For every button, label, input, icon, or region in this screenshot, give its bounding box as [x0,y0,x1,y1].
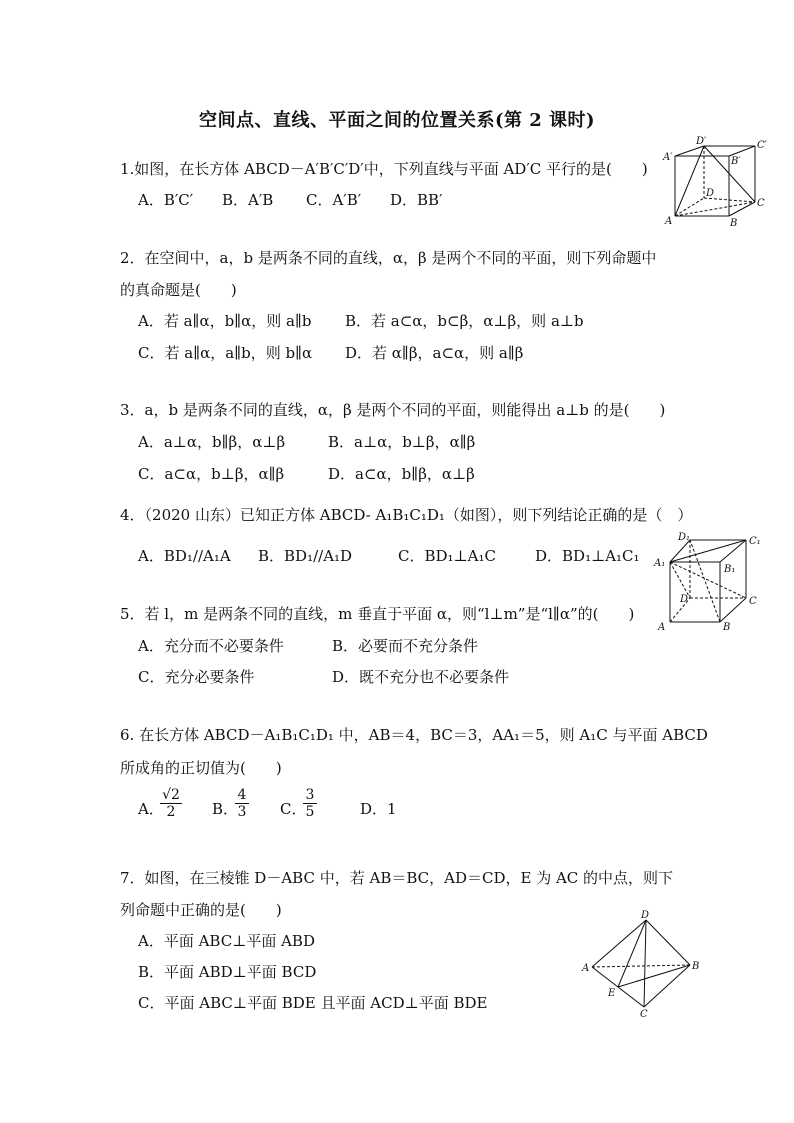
q5-option-b: B．必要而不充分条件 [332,637,479,655]
q7-option-b: B．平面 ABD⊥平面 BCD [138,963,317,981]
q2-stem-line2: 的真命题是( ) [120,281,237,299]
q7-stem-line2: 列命题中正确的是( ) [120,901,282,919]
q7-stem-line1: 7．如图，在三棱锥 D－ABC 中，若 AB＝BC，AD＝CD，E 为 AC 的中点，则下 [120,869,674,887]
fig2-label-d1: D₁ [678,532,691,543]
q5-option-c: C．充分必要条件 [138,668,255,686]
q1-option-b: B．A′B [222,191,274,209]
q4-option-c: C．BD₁⊥A₁C [398,547,496,565]
q4-stem: 4．（2020 山东）已知正方体 ABCD- A₁B₁C₁D₁（如图），则下列结论正确的是（ ） [120,506,693,524]
fig1-label-d: D [706,188,715,199]
q6-option-a-numerator: √2 [160,787,182,804]
q6-option-d: D．1 [360,800,397,818]
q4-option-b: B．BD₁//A₁D [258,547,353,565]
q6-stem-line2: 所成角的正切值为( ) [120,759,282,777]
q7-option-a: A．平面 ABC⊥平面 ABD [138,932,315,950]
q1-stem: 1.如图，在长方体 ABCD－A′B′C′D′中，下列直线与平面 AD′C 平行的是( ) [120,160,648,178]
fig2-label-c: C [749,596,757,607]
q4-option-a: A．BD₁//A₁A [138,547,231,565]
q3-stem: 3．a，b 是两条不同的直线，α，β 是两个不同的平面，则能得出 a⊥b 的是( ) [120,401,666,419]
fig2-label-c1: C₁ [749,536,761,547]
q2-option-a: A．若 a∥α，b∥α，则 a∥b [138,312,312,330]
fig1-label-c1: C′ [757,140,767,151]
q3-option-b: B．a⊥α，b⊥β，α∥β [328,433,476,451]
fig3-label-c: C [640,1009,648,1020]
q2-stem-line1: 2．在空间中，a，b 是两条不同的直线，α，β 是两个不同的平面，则下列命题中 [120,249,657,267]
fig2-label-b: B [723,622,731,633]
q6-option-a-label: A． [138,800,164,818]
fig3-label-e: E [608,988,616,999]
fig2-label-a1: A₁ [654,558,666,569]
q6-option-b-numerator: 4 [235,787,249,804]
q4-option-d: D．BD₁⊥A₁C₁ [535,547,640,565]
q5-stem: 5．若 l，m 是两条不同的直线，m 垂直于平面 α，则“l⊥m”是“l∥α”的( ) [120,605,635,623]
fig2-label-b1: B₁ [724,564,736,575]
q1-option-a: A．B′C′ [138,191,194,209]
fig1-label-a1: A′ [663,152,673,163]
q6-option-a-denominator: 2 [166,804,176,820]
q6-option-c-label: C． [280,800,307,818]
fig3-label-b: B [692,961,700,972]
fig3-label-d: D [641,910,650,921]
q6-option-c-fraction [303,787,317,820]
q6-option-c-numerator: 3 [303,787,317,804]
q1-option-c: C．A′B′ [306,191,362,209]
q2-option-c: C．若 a∥α，a∥b，则 b∥α [138,344,313,362]
figure-pyramid-q7 [578,910,704,1020]
fig1-label-d1: D′ [696,136,707,147]
q6-option-b-label: B． [212,800,239,818]
fig1-label-b1: B′ [731,156,741,167]
q5-option-a: A．充分而不必要条件 [138,637,284,655]
q6-option-c-denominator: 5 [305,804,315,820]
q3-option-a: A．a⊥α，b∥β，α⊥β [138,433,286,451]
page-title: 空间点、直线、平面之间的位置关系(第 2 课时) [198,110,596,131]
fig2-label-a: A [658,622,666,633]
fig1-label-c: C [757,198,765,209]
fig2-label-d: D [680,594,689,605]
q2-option-d: D．若 α∥β，a⊂α，则 a∥β [345,344,524,362]
q5-option-d: D．既不充分也不必要条件 [332,668,510,686]
q1-option-d: D．BB′ [390,191,443,209]
figure-cuboid-q1 [662,136,768,228]
q6-option-a-fraction [160,787,182,820]
fig1-label-a: A [665,216,673,227]
q3-option-c: C．a⊂α，b⊥β，α∥β [138,465,285,483]
q7-option-c: C．平面 ABC⊥平面 BDE 且平面 ACD⊥平面 BDE [138,994,488,1012]
q3-option-d: D．a⊂α，b∥β，α⊥β [328,465,475,483]
q6-stem-line1: 6. 在长方体 ABCD－A₁B₁C₁D₁ 中，AB＝4，BC＝3，AA₁＝5，则 A₁C 与平面 ABCD [120,726,708,744]
q6-option-b-denominator: 3 [237,804,247,820]
q2-option-b: B．若 a⊂α，b⊂β，α⊥β，则 a⊥b [345,312,584,330]
fig3-label-a: A [582,963,590,974]
q6-option-b-fraction [235,787,249,820]
figure-cube-q4 [650,530,768,634]
fig1-label-b: B [730,218,738,228]
